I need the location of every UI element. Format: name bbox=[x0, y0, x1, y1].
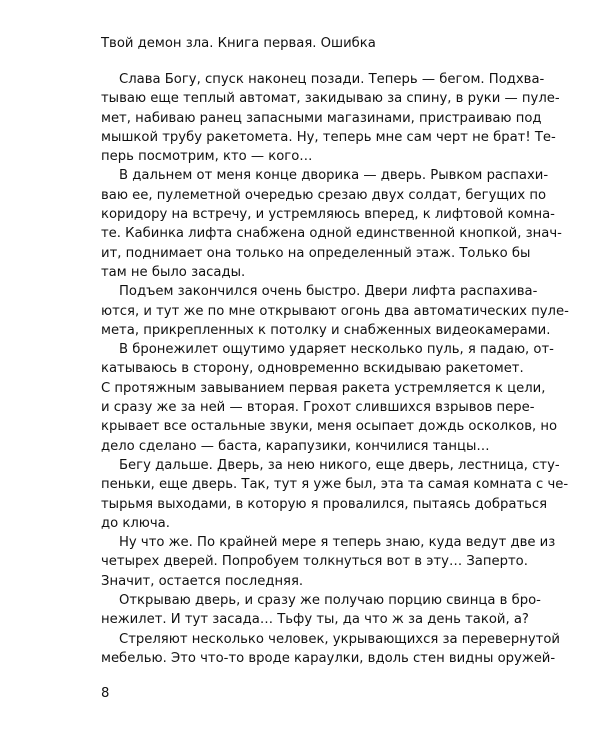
text-line: крывает все остальные звуки, меня осыпает дождь осколков, но bbox=[101, 419, 558, 435]
text-line: коридору на встречу, и устремляюсь вперед, к лифтовой комна- bbox=[101, 207, 555, 223]
paragraph bbox=[101, 166, 562, 282]
text-line: С протяжным завыванием первая ракета устремляется к цели, bbox=[101, 380, 546, 396]
text-line: ются, и тут же по мне открывают огонь два автоматических пуле- bbox=[101, 303, 569, 319]
text-line: ит, поднимает она только на определенный этаж. Только бы bbox=[101, 245, 531, 261]
body-text bbox=[101, 70, 569, 668]
text-line: перь посмотрим, кто — кого… bbox=[101, 149, 313, 165]
text-line: и сразу же за ней — вторая. Грохот слившихся взрывов пере- bbox=[101, 400, 535, 416]
paragraph bbox=[101, 591, 541, 630]
text-line: Значит, остается последняя. bbox=[101, 573, 304, 589]
text-line: Открываю дверь, и сразу же получаю порцию свинца в бро- bbox=[119, 593, 541, 609]
text-line: те. Кабинка лифта снабжена одной единственной кнопкой, знач- bbox=[101, 226, 562, 242]
text-line: четырех дверей. Попробуем толкнуться вот в эту… Заперто. bbox=[101, 554, 528, 570]
text-line: мет, набиваю ранец запасными магазинами, пристраиваю под bbox=[101, 110, 542, 126]
paragraph bbox=[101, 533, 556, 591]
paragraph bbox=[101, 630, 560, 669]
text-line: тываю еще теплый автомат, закидываю за спину, в руки — пуле- bbox=[101, 91, 560, 107]
text-line: В дальнем от меня конце дворика — дверь. Рывком распахи- bbox=[119, 168, 549, 184]
text-line: до ключа. bbox=[101, 515, 170, 531]
text-line: Бегу дальше. Дверь, за нею никого, еще дверь, лестница, сту- bbox=[119, 457, 560, 473]
text-line: мышкой трубу ракетомета. Ну, теперь мне сам черт не брат! Те- bbox=[101, 129, 556, 145]
text-line: Ну что же. По крайней мере я теперь знаю, куда ведут две из bbox=[119, 535, 556, 551]
paragraph bbox=[101, 282, 569, 340]
text-line: мебелью. Это что-то вроде караулки, вдоль стен видны оружей- bbox=[101, 650, 556, 666]
running-header: Твой демон зла. Книга первая. Ошибка bbox=[101, 36, 376, 51]
text-line: Стреляют несколько человек, укрывающихся за перевернутой bbox=[119, 631, 560, 647]
text-line: тырьмя выходами, в которую я провалился, пытаясь добраться bbox=[101, 496, 548, 512]
text-line: мета, прикрепленных к потолку и снабженных видеокамерами. bbox=[101, 322, 551, 338]
text-line: там не было засады. bbox=[101, 264, 246, 280]
text-line: В бронежилет ощутимо ударяет несколько пуль, я падаю, от- bbox=[119, 342, 554, 358]
text-line: катываюсь в сторону, одновременно вскидываю ракетомет. bbox=[101, 361, 524, 377]
text-line: ваю ее, пулеметной очередью срезаю двух солдат, бегущих по bbox=[101, 187, 547, 203]
paragraph bbox=[101, 340, 558, 456]
paragraph bbox=[101, 70, 560, 166]
text-line: пеньки, еще дверь. Так, тут я уже был, эта та самая комната с че- bbox=[101, 477, 569, 493]
text-line: нежилет. И тут засада… Тьфу ты, да что ж за день такой, а? bbox=[101, 612, 529, 628]
text-line: Слава Богу, спуск наконец позади. Теперь — бегом. Подхва- bbox=[119, 72, 545, 87]
text-line: Подъем закончился очень быстро. Двери лифта распахива- bbox=[119, 284, 538, 300]
page-number: 8 bbox=[101, 686, 110, 701]
text-line: дело сделано — баста, карапузики, кончилися танцы… bbox=[101, 438, 490, 454]
paragraph bbox=[101, 456, 569, 533]
